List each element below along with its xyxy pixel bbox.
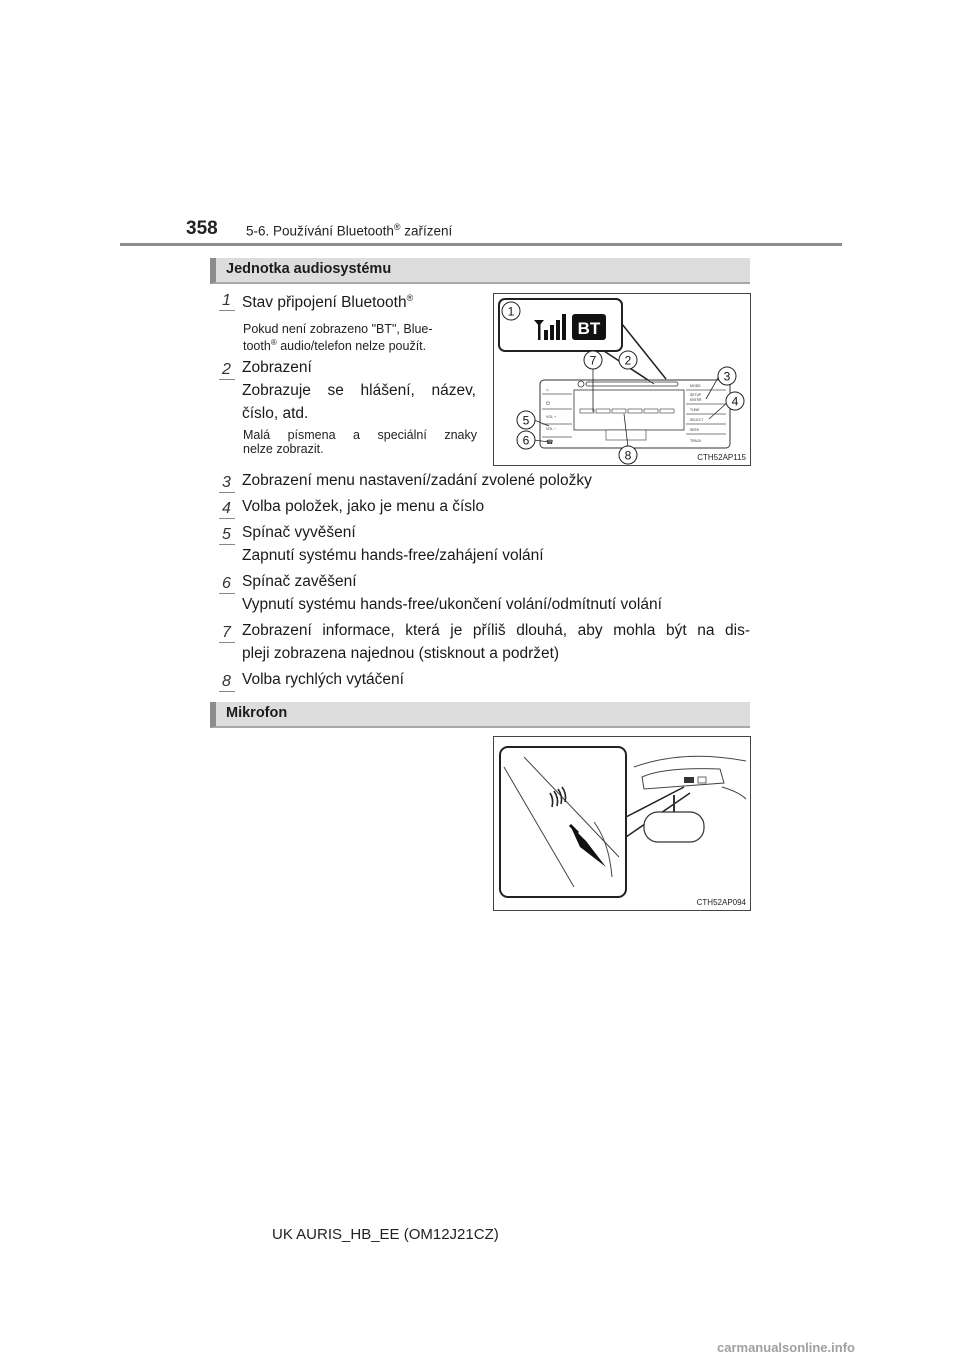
item-5-text: Spínač vyvěšení Zapnutí systému hands-free/zahájení volání	[242, 524, 544, 564]
callout-5: 5	[522, 413, 530, 428]
item-number-1: 1	[222, 292, 234, 309]
svg-text:SEEK: SEEK	[690, 428, 700, 432]
section-heading-audio-unit: Jednotka audiosystému	[210, 258, 750, 284]
item-6-text: Spínač zavěšení Vypnutí systému hands-free/ukončení volání/odmítnutí volání	[242, 573, 662, 613]
svg-text:ENTER: ENTER	[690, 398, 702, 402]
callout-3: 3	[723, 369, 731, 384]
item-2-text: Zobrazení Zobrazuje se hlášení, název, číslo, atd.	[242, 359, 476, 422]
pickup-icon: ☎	[546, 440, 554, 446]
section-title: 5-6. Používání Bluetooth® zařízení	[246, 222, 453, 239]
svg-text:VOL −: VOL −	[546, 427, 557, 431]
watermark: carmanualsonline.info	[717, 1340, 855, 1355]
svg-text:VOL +: VOL +	[546, 415, 557, 419]
item-3-text: Zobrazení menu nastavení/zadání zvolené položky	[242, 472, 592, 489]
callout-2: 2	[624, 353, 632, 368]
svg-text:MODE: MODE	[690, 384, 701, 388]
svg-text:⌂: ⌂	[546, 387, 550, 393]
section-heading-microphone: Mikrofon	[210, 702, 750, 728]
item-number-3: 3	[222, 474, 234, 491]
svg-text:⏻: ⏻	[546, 401, 550, 407]
item-2-note: Malá písmena a speciální znaky nelze zobrazit.	[243, 428, 477, 456]
item-number-4: 4	[222, 500, 234, 517]
callout-8: 8	[624, 448, 632, 463]
callout-7: 7	[589, 353, 597, 368]
item-8-text: Volba rychlých vytáčení	[242, 671, 404, 688]
page-number: 358	[186, 218, 218, 239]
figure-microphone	[493, 736, 751, 911]
figure-2-code: CTH52AP094	[696, 898, 746, 907]
item-number-5: 5	[222, 526, 234, 543]
figure-audio-unit	[493, 293, 751, 466]
svg-text:TUNE: TUNE	[690, 408, 700, 412]
item-1-note: Pokud není zobrazeno "BT", Blue- tooth® audio/telefon nelze použít.	[243, 322, 433, 354]
bt-badge-label: BT	[577, 319, 601, 338]
svg-text:SETUP: SETUP	[690, 393, 702, 397]
item-number-2: 2	[222, 361, 234, 378]
svg-text:SELECT: SELECT	[690, 418, 704, 422]
header-divider	[120, 243, 842, 246]
callout-4: 4	[731, 394, 739, 409]
item-number-8: 8	[222, 673, 234, 690]
rearview-mirror	[644, 812, 704, 842]
item-1-title: Stav připojení Bluetooth®	[242, 293, 414, 312]
item-number-7: 7	[222, 624, 234, 641]
footer-model-code: UK AURIS_HB_EE (OM12J21CZ)	[272, 1226, 499, 1243]
audio-unit-illustration	[494, 294, 750, 465]
figure-1-code: CTH52AP115	[697, 453, 746, 462]
callout-6: 6	[522, 433, 530, 448]
item-4-text: Volba položek, jako je menu a číslo	[242, 498, 485, 515]
microphone-illustration	[494, 737, 750, 910]
callout-1: 1	[507, 304, 515, 319]
item-7-text: Zobrazení informace, která je příliš dlouhá, aby mohla být na dis- pleji zobrazena najednou (stisknout a podržet)	[242, 622, 750, 662]
svg-text:TRACK: TRACK	[690, 439, 702, 443]
item-number-6: 6	[222, 575, 234, 592]
